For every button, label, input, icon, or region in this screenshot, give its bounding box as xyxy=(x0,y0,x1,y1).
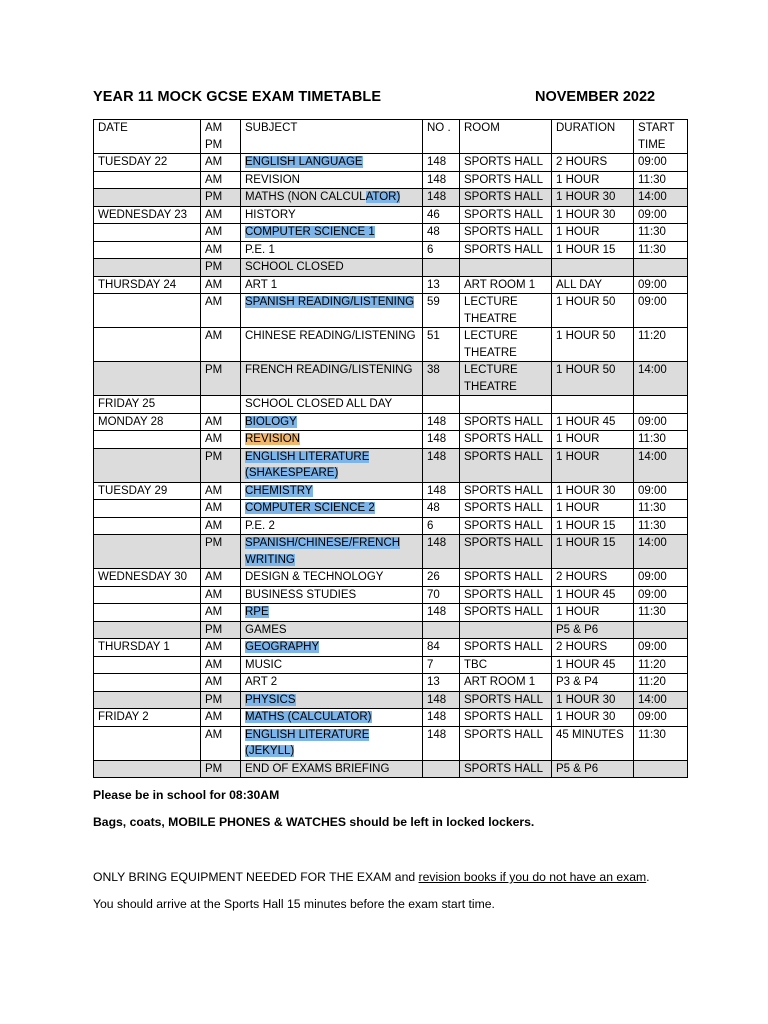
cell-date xyxy=(94,328,201,362)
cell-no: 6 xyxy=(423,241,460,259)
cell-start: 14:00 xyxy=(634,362,688,396)
col-no: NO . xyxy=(423,120,460,154)
cell-no: 148 xyxy=(423,189,460,207)
cell-room: ART ROOM 1 xyxy=(460,674,552,692)
cell-start: 11:30 xyxy=(634,431,688,449)
cell-no: 70 xyxy=(423,586,460,604)
table-row xyxy=(94,726,688,760)
table-row xyxy=(94,535,688,569)
cell-date: FRIDAY 25 xyxy=(94,396,201,414)
cell-subject xyxy=(241,448,423,482)
cell-duration: 1 HOUR 30 xyxy=(552,691,634,709)
cell-room: LECTURE THEATRE xyxy=(460,294,552,328)
cell-date xyxy=(94,621,201,639)
cell-date: WEDNESDAY 30 xyxy=(94,569,201,587)
cell-duration: 1 HOUR 30 xyxy=(552,189,634,207)
cell-no: 46 xyxy=(423,206,460,224)
cell-date xyxy=(94,691,201,709)
cell-subject xyxy=(241,189,423,207)
sports-hall-note: You should arrive at the Sports Hall 15 minutes before the exam start time. xyxy=(93,897,495,911)
cell-duration: 1 HOUR 50 xyxy=(552,328,634,362)
cell-duration: 1 HOUR 45 xyxy=(552,586,634,604)
cell-no xyxy=(423,259,460,277)
subject-highlight: BIOLOGY xyxy=(245,415,297,428)
cell-room: SPORTS HALL xyxy=(460,604,552,622)
cell-date xyxy=(94,448,201,482)
cell-start: 14:00 xyxy=(634,691,688,709)
cell-room: SPORTS HALL xyxy=(460,709,552,727)
cell-ampm: AM xyxy=(201,604,241,622)
table-row xyxy=(94,639,688,657)
cell-room: SPORTS HALL xyxy=(460,206,552,224)
cell-no: 148 xyxy=(423,431,460,449)
cell-subject: DESIGN & TECHNOLOGY xyxy=(241,569,423,587)
cell-room: SPORTS HALL xyxy=(460,154,552,172)
table-row xyxy=(94,500,688,518)
cell-date xyxy=(94,656,201,674)
cell-duration: 1 HOUR 30 xyxy=(552,709,634,727)
cell-ampm: AM xyxy=(201,726,241,760)
cell-start: 09:00 xyxy=(634,154,688,172)
cell-room: SPORTS HALL xyxy=(460,760,552,778)
cell-ampm: AM xyxy=(201,276,241,294)
lockers-note: Bags, coats, MOBILE PHONES & WATCHES should be left in locked lockers. xyxy=(93,815,535,829)
cell-ampm: AM xyxy=(201,500,241,518)
cell-date: TUESDAY 22 xyxy=(94,154,201,172)
cell-subject: SCHOOL CLOSED ALL DAY xyxy=(241,396,423,414)
cell-date xyxy=(94,294,201,328)
cell-date xyxy=(94,535,201,569)
cell-no: 7 xyxy=(423,656,460,674)
table-row xyxy=(94,259,688,277)
cell-start: 11:30 xyxy=(634,241,688,259)
cell-ampm: AM xyxy=(201,639,241,657)
cell-no: 13 xyxy=(423,276,460,294)
cell-no: 148 xyxy=(423,171,460,189)
subject-highlight: SPANISH/CHINESE/FRENCH WRITING xyxy=(245,537,401,566)
cell-no xyxy=(423,621,460,639)
cell-date xyxy=(94,241,201,259)
subject-highlight: ENGLISH LITERATURE (SHAKESPEARE) xyxy=(245,450,370,479)
subject-highlight: CHEMISTRY xyxy=(245,484,313,497)
col-duration: DURATION xyxy=(552,120,634,154)
subject-highlight: ENGLISH LANGUAGE xyxy=(245,156,363,168)
cell-date xyxy=(94,189,201,207)
table-row xyxy=(94,431,688,449)
col-start: START TIME xyxy=(634,120,688,154)
cell-room: SPORTS HALL xyxy=(460,535,552,569)
table-row xyxy=(94,413,688,431)
col-date: DATE xyxy=(94,120,201,154)
cell-no: 38 xyxy=(423,362,460,396)
cell-no: 148 xyxy=(423,709,460,727)
cell-ampm: AM xyxy=(201,328,241,362)
cell-duration xyxy=(552,259,634,277)
cell-start: 14:00 xyxy=(634,448,688,482)
table-row xyxy=(94,206,688,224)
cell-subject: P.E. 1 xyxy=(241,241,423,259)
arrival-note: Please be in school for 08:30AM xyxy=(93,788,280,802)
cell-duration: 1 HOUR 45 xyxy=(552,413,634,431)
cell-subject xyxy=(241,500,423,518)
subject-highlight: PHYSICS xyxy=(245,693,296,706)
cell-subject: GAMES xyxy=(241,621,423,639)
header-row xyxy=(94,120,688,154)
subject-highlight: SPANISH READING/LISTENING xyxy=(245,296,415,308)
cell-start: 14:00 xyxy=(634,189,688,207)
cell-start xyxy=(634,760,688,778)
cell-no: 148 xyxy=(423,154,460,172)
cell-start: 11:20 xyxy=(634,656,688,674)
cell-date xyxy=(94,674,201,692)
page-title: YEAR 11 MOCK GCSE EXAM TIMETABLE xyxy=(93,89,382,105)
subject-highlight: RPE xyxy=(245,606,269,618)
cell-date xyxy=(94,171,201,189)
cell-date xyxy=(94,431,201,449)
cell-room: SPORTS HALL xyxy=(460,224,552,242)
cell-start xyxy=(634,259,688,277)
cell-subject xyxy=(241,535,423,569)
cell-start: 09:00 xyxy=(634,482,688,500)
cell-subject: SCHOOL CLOSED xyxy=(241,259,423,277)
subject-highlight: COMPUTER SCIENCE 2 xyxy=(245,502,375,514)
cell-start: 11:20 xyxy=(634,674,688,692)
cell-room: SPORTS HALL xyxy=(460,448,552,482)
cell-start: 09:00 xyxy=(634,294,688,328)
cell-room: LECTURE THEATRE xyxy=(460,328,552,362)
cell-room: SPORTS HALL xyxy=(460,171,552,189)
cell-date xyxy=(94,760,201,778)
cell-start: 09:00 xyxy=(634,639,688,657)
cell-duration: 1 HOUR 15 xyxy=(552,517,634,535)
cell-duration: 1 HOUR xyxy=(552,431,634,449)
cell-room: SPORTS HALL xyxy=(460,726,552,760)
cell-start: 11:30 xyxy=(634,171,688,189)
cell-duration: ALL DAY xyxy=(552,276,634,294)
table-row xyxy=(94,224,688,242)
table-row xyxy=(94,760,688,778)
cell-duration: 1 HOUR 15 xyxy=(552,241,634,259)
subject-text: MATHS (NON CALCUL xyxy=(245,191,366,203)
cell-start: 11:30 xyxy=(634,726,688,760)
cell-subject xyxy=(241,431,423,449)
cell-start: 11:30 xyxy=(634,517,688,535)
cell-subject: REVISION xyxy=(241,171,423,189)
equipment-underlined: revision books if you do not have an exam xyxy=(418,870,647,884)
cell-duration: 1 HOUR xyxy=(552,500,634,518)
table-row xyxy=(94,276,688,294)
cell-room: SPORTS HALL xyxy=(460,413,552,431)
cell-room: SPORTS HALL xyxy=(460,431,552,449)
cell-subject xyxy=(241,413,423,431)
cell-duration: 1 HOUR 15 xyxy=(552,535,634,569)
cell-date xyxy=(94,517,201,535)
cell-duration: 1 HOUR xyxy=(552,448,634,482)
cell-duration: P5 & P6 xyxy=(552,760,634,778)
cell-no: 148 xyxy=(423,604,460,622)
cell-room: SPORTS HALL xyxy=(460,500,552,518)
cell-room: SPORTS HALL xyxy=(460,482,552,500)
cell-no: 84 xyxy=(423,639,460,657)
cell-no: 148 xyxy=(423,726,460,760)
cell-ampm: AM xyxy=(201,674,241,692)
cell-date: FRIDAY 2 xyxy=(94,709,201,727)
cell-date xyxy=(94,224,201,242)
cell-room: TBC xyxy=(460,656,552,674)
cell-start: 09:00 xyxy=(634,206,688,224)
cell-date xyxy=(94,604,201,622)
timetable-month: NOVEMBER 2022 xyxy=(535,89,656,105)
cell-duration: 2 HOURS xyxy=(552,154,634,172)
cell-duration: 1 HOUR xyxy=(552,604,634,622)
equipment-note xyxy=(93,870,650,884)
cell-date xyxy=(94,726,201,760)
cell-no: 48 xyxy=(423,224,460,242)
subject-highlight: REVISION xyxy=(245,433,300,445)
cell-ampm: AM xyxy=(201,709,241,727)
cell-duration: 45 MINUTES xyxy=(552,726,634,760)
cell-ampm: AM xyxy=(201,431,241,449)
cell-start: 09:00 xyxy=(634,413,688,431)
cell-subject: BUSINESS STUDIES xyxy=(241,586,423,604)
cell-subject: ART 2 xyxy=(241,674,423,692)
cell-subject: P.E. 2 xyxy=(241,517,423,535)
cell-date: THURSDAY 24 xyxy=(94,276,201,294)
cell-subject: MUSIC xyxy=(241,656,423,674)
cell-room: SPORTS HALL xyxy=(460,517,552,535)
cell-start: 11:30 xyxy=(634,224,688,242)
cell-duration: 2 HOURS xyxy=(552,569,634,587)
table-row xyxy=(94,328,688,362)
cell-duration: 1 HOUR 30 xyxy=(552,206,634,224)
cell-subject: ART 1 xyxy=(241,276,423,294)
cell-start: 11:20 xyxy=(634,328,688,362)
cell-date xyxy=(94,362,201,396)
cell-no: 148 xyxy=(423,482,460,500)
subject-highlight: COMPUTER SCIENCE 1 xyxy=(245,226,375,238)
table-row xyxy=(94,586,688,604)
cell-subject xyxy=(241,639,423,657)
subject-highlight: MATHS (CALCULATOR) xyxy=(245,711,372,723)
cell-no: 148 xyxy=(423,448,460,482)
cell-duration: 1 HOUR 50 xyxy=(552,362,634,396)
cell-ampm: AM xyxy=(201,413,241,431)
cell-date: WEDNESDAY 23 xyxy=(94,206,201,224)
cell-ampm xyxy=(201,396,241,414)
cell-subject xyxy=(241,294,423,328)
table-row xyxy=(94,396,688,414)
cell-ampm: PM xyxy=(201,535,241,569)
subject-highlight: GEOGRAPHY xyxy=(245,641,320,653)
cell-room: SPORTS HALL xyxy=(460,241,552,259)
cell-no xyxy=(423,760,460,778)
cell-start: 09:00 xyxy=(634,276,688,294)
cell-duration: P3 & P4 xyxy=(552,674,634,692)
cell-start: 09:00 xyxy=(634,569,688,587)
cell-subject: CHINESE READING/LISTENING xyxy=(241,328,423,362)
cell-no: 59 xyxy=(423,294,460,328)
cell-no: 148 xyxy=(423,691,460,709)
cell-room: SPORTS HALL xyxy=(460,569,552,587)
cell-subject xyxy=(241,154,423,172)
cell-subject: END OF EXAMS BRIEFING xyxy=(241,760,423,778)
table-row xyxy=(94,189,688,207)
table-row xyxy=(94,709,688,727)
cell-ampm: AM xyxy=(201,154,241,172)
cell-subject xyxy=(241,691,423,709)
cell-start: 11:30 xyxy=(634,500,688,518)
cell-subject xyxy=(241,224,423,242)
cell-ampm: AM xyxy=(201,482,241,500)
cell-ampm: PM xyxy=(201,448,241,482)
table-row xyxy=(94,604,688,622)
equipment-suffix: . xyxy=(646,870,650,884)
subject-highlight: ATOR) xyxy=(365,191,401,203)
cell-duration xyxy=(552,396,634,414)
cell-duration: 2 HOURS xyxy=(552,639,634,657)
cell-room xyxy=(460,396,552,414)
cell-no: 6 xyxy=(423,517,460,535)
cell-room xyxy=(460,621,552,639)
cell-ampm: AM xyxy=(201,569,241,587)
cell-subject xyxy=(241,726,423,760)
cell-room: SPORTS HALL xyxy=(460,639,552,657)
cell-subject xyxy=(241,709,423,727)
cell-date: TUESDAY 29 xyxy=(94,482,201,500)
cell-ampm: AM xyxy=(201,586,241,604)
table-row xyxy=(94,241,688,259)
exam-timetable xyxy=(93,119,688,778)
cell-ampm: PM xyxy=(201,691,241,709)
cell-ampm: PM xyxy=(201,621,241,639)
cell-subject xyxy=(241,482,423,500)
cell-duration: 1 HOUR 45 xyxy=(552,656,634,674)
cell-room: SPORTS HALL xyxy=(460,691,552,709)
cell-subject xyxy=(241,604,423,622)
cell-start xyxy=(634,396,688,414)
cell-ampm: AM xyxy=(201,656,241,674)
subject-highlight: ENGLISH LITERATURE (JEKYLL) xyxy=(245,728,370,757)
cell-room: LECTURE THEATRE xyxy=(460,362,552,396)
cell-duration: 1 HOUR 30 xyxy=(552,482,634,500)
equipment-prefix: ONLY BRING EQUIPMENT NEEDED FOR THE EXAM and xyxy=(93,870,419,884)
table-row xyxy=(94,656,688,674)
cell-no xyxy=(423,396,460,414)
cell-subject: HISTORY xyxy=(241,206,423,224)
cell-duration: 1 HOUR xyxy=(552,224,634,242)
cell-date: THURSDAY 1 xyxy=(94,639,201,657)
cell-ampm: AM xyxy=(201,206,241,224)
cell-no: 48 xyxy=(423,500,460,518)
cell-ampm: PM xyxy=(201,362,241,396)
cell-no: 148 xyxy=(423,413,460,431)
cell-start: 11:30 xyxy=(634,604,688,622)
table-row xyxy=(94,154,688,172)
cell-no: 26 xyxy=(423,569,460,587)
table-row xyxy=(94,621,688,639)
col-ampm: AM PM xyxy=(201,120,241,154)
cell-ampm: PM xyxy=(201,259,241,277)
cell-subject: FRENCH READING/LISTENING xyxy=(241,362,423,396)
table-row xyxy=(94,171,688,189)
cell-ampm: PM xyxy=(201,189,241,207)
table-row xyxy=(94,294,688,328)
table-row xyxy=(94,569,688,587)
cell-date: MONDAY 28 xyxy=(94,413,201,431)
cell-ampm: AM xyxy=(201,517,241,535)
cell-start: 09:00 xyxy=(634,586,688,604)
table-row xyxy=(94,674,688,692)
cell-no: 148 xyxy=(423,535,460,569)
cell-ampm: AM xyxy=(201,224,241,242)
cell-ampm: AM xyxy=(201,241,241,259)
cell-duration: P5 & P6 xyxy=(552,621,634,639)
cell-no: 51 xyxy=(423,328,460,362)
cell-room: SPORTS HALL xyxy=(460,189,552,207)
table-row xyxy=(94,448,688,482)
cell-start xyxy=(634,621,688,639)
col-subject: SUBJECT xyxy=(241,120,423,154)
cell-room xyxy=(460,259,552,277)
table-row xyxy=(94,362,688,396)
cell-no: 13 xyxy=(423,674,460,692)
cell-room: ART ROOM 1 xyxy=(460,276,552,294)
cell-date xyxy=(94,586,201,604)
cell-duration: 1 HOUR xyxy=(552,171,634,189)
table-row xyxy=(94,691,688,709)
table-row xyxy=(94,517,688,535)
cell-ampm: AM xyxy=(201,171,241,189)
col-room: ROOM xyxy=(460,120,552,154)
cell-duration: 1 HOUR 50 xyxy=(552,294,634,328)
cell-start: 09:00 xyxy=(634,709,688,727)
cell-start: 14:00 xyxy=(634,535,688,569)
cell-date xyxy=(94,259,201,277)
cell-ampm: AM xyxy=(201,294,241,328)
cell-room: SPORTS HALL xyxy=(460,586,552,604)
cell-date xyxy=(94,500,201,518)
table-row xyxy=(94,482,688,500)
cell-ampm: PM xyxy=(201,760,241,778)
